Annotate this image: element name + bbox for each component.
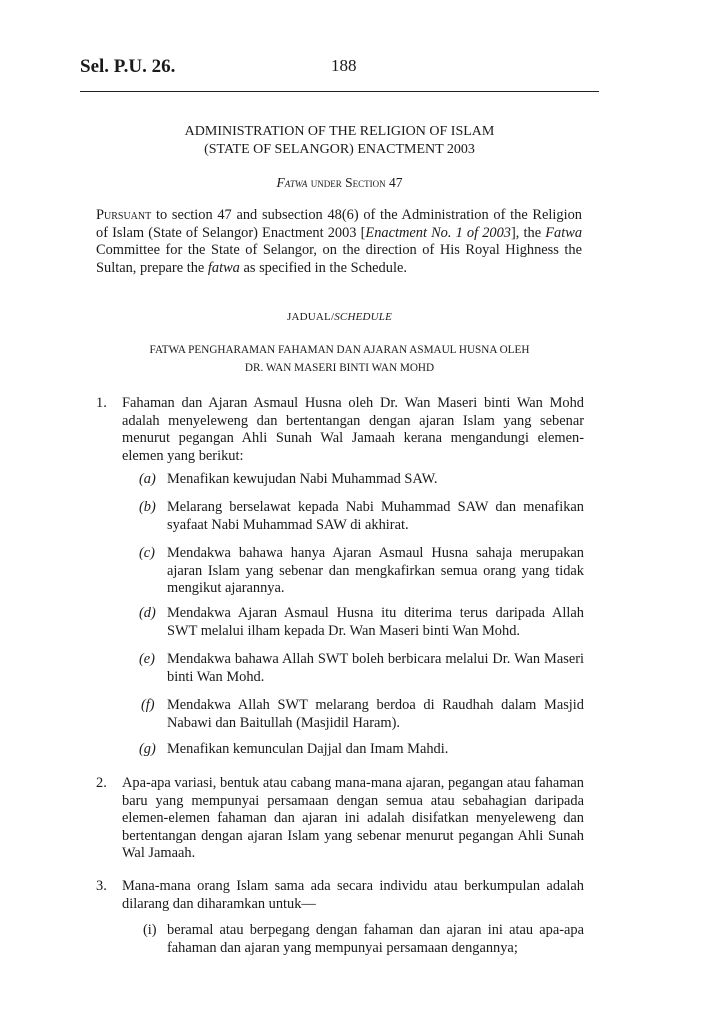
sub-item-label: (g) [139, 741, 156, 757]
item-text: Fahaman dan Ajaran Asmaul Husna oleh Dr. Wan Maseri binti Wan Mohd adalah menyeleweng dan bertentangan dengan ajaran Islam yang sebenar menurut pegangan Ahli Sunah Wal Jamaah kerana mengandungi elemen-elemen yang berikut: [122, 395, 584, 464]
sub-item-text: beramal atau berpegang dengan fahaman dan ajaran ini atau apa-apa fahaman dan ajaran yang mempunyai persamaan dengannya; [167, 922, 584, 956]
schedule-label-italic: SCHEDULE [334, 311, 393, 323]
schedule-label [80, 311, 599, 323]
sub-item-text: Mendakwa Allah SWT melarang berdoa di Raudhah dalam Masjid Nabawi dan Baitullah (Masjidil Haram). [167, 697, 584, 731]
preamble-part4: as specified in the Schedule. [239, 259, 407, 276]
fatwa-heading-word: Fatwa [276, 175, 308, 190]
item-number: 2. [96, 775, 107, 791]
preamble-lead: Pursuant [96, 207, 152, 223]
sub-item-label: (i) [143, 922, 157, 938]
sub-item-label: (c) [139, 545, 155, 561]
preamble-paragraph [96, 207, 582, 277]
schedule-label-plain: JADUAL/ [286, 311, 335, 323]
sub-item-text: Menafikan kemunculan Dajjal dan Imam Mahdi. [167, 741, 449, 757]
enactment-title-line1: ADMINISTRATION OF THE RELIGION OF ISLAM [184, 124, 495, 139]
item-number: 1. [96, 395, 107, 411]
sub-item-label: (a) [139, 471, 156, 487]
page-number: 188 [331, 56, 357, 75]
fatwa-heading-rest: under Section 47 [310, 175, 403, 190]
preamble-fatwa-2: fatwa [207, 259, 240, 276]
sub-item-label: (d) [139, 605, 156, 621]
preamble-part3: Committee for the State of Selangor, on the direction of His Royal Highness the Sultan, prepare the [96, 242, 582, 276]
sub-item-text: Mendakwa bahawa hanya Ajaran Asmaul Husna sahaja merupakan ajaran Islam yang sebenar dan mengkafirkan semua orang yang tidak mengikut ajarannya. [167, 545, 584, 597]
item-text: Mana-mana orang Islam sama ada secara individu atau berkumpulan adalah dilarang dan diharamkan untuk— [122, 878, 584, 912]
item-text: Apa-apa variasi, bentuk atau cabang mana-mana ajaran, pegangan atau fahaman baru yang mempunyai persamaan dengan semua atau sebahagian daripada elemen-elemen fahaman dan ajaran ini adalah disifatkan menyeleweng dan bertentangan dengan ajaran Islam yang sebenar menurut pegangan Ahli Sunah Wal Jamaah. [122, 775, 584, 862]
enactment-title-line2: (STATE OF SELANGOR) ENACTMENT 2003 [204, 142, 475, 157]
sub-item-text: Menafikan kewujudan Nabi Muhammad SAW. [167, 471, 438, 487]
sub-item-label: (b) [139, 499, 156, 515]
sub-item-text: Mendakwa Ajaran Asmaul Husna itu diterima terus daripada Allah SWT melalui ilham kepada Dr. Wan Maseri binti Wan Mohd. [167, 605, 584, 639]
preamble-part1: to section 47 and subsection 48(6) of the Administration of the Religion of Islam (State of Selangor) Enactment 2003 [ [96, 207, 582, 241]
sub-item-label: (e) [139, 651, 155, 667]
sub-item-label: (f) [141, 697, 155, 713]
sub-item-text: Mendakwa bahawa Allah SWT boleh berbicara melalui Dr. Wan Maseri binti Wan Mohd. [167, 651, 584, 685]
preamble-part2: ], the [511, 224, 546, 241]
gazette-reference: Sel. P.U. 26. [80, 56, 176, 77]
item-number: 3. [96, 878, 107, 894]
sub-item-text: Melarang berselawat kepada Nabi Muhammad SAW dan menafikan syafaat Nabi Muhammad SAW di akhirat. [167, 499, 584, 533]
header-divider [80, 91, 599, 92]
preamble-enactment: Enactment No. 1 of 2003 [365, 224, 512, 241]
fatwa-heading [80, 175, 599, 191]
schedule-title-line2: DR. WAN MASERI BINTI WAN MOHD [244, 362, 435, 374]
preamble-fatwa-1: Fatwa [545, 224, 583, 241]
schedule-title-line1: FATWA PENGHARAMAN FAHAMAN DAN AJARAN ASMAUL HUSNA OLEH [149, 344, 530, 356]
